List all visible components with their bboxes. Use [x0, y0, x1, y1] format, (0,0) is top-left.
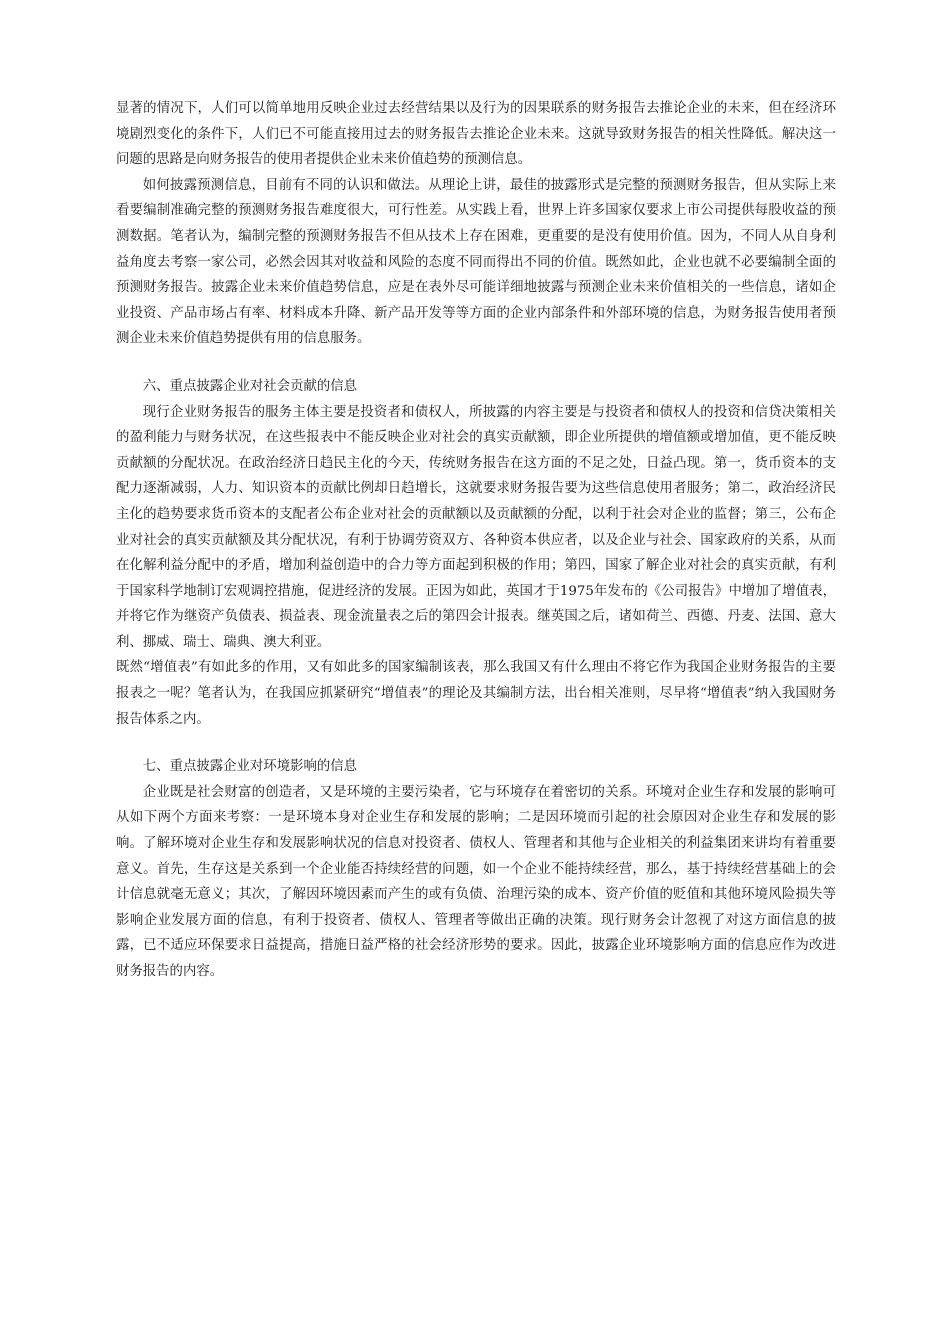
- paragraph-forecast-disclosure: 如何披露预测信息，目前有不同的认识和做法。从理论上讲，最佳的披露形式是完整的预测财务报告，但从实际上来看要编制准确完整的预测财务报告难度很大，可行性差。从实践上看，世界上许多国家仅要求上市公司提供每股收益的预测数据。笔者认为，编制完整的预测财务报告不但从技术上存在困难，更重要的是没有使用价值。因为，不同人从自身利益角度去考察一家公司，必然会因其对收益和风险的态度不同而得出不同的价值。既然如此，企业也就不必要编制全面的预测财务报告。披露企业未来价值趋势信息，应是在表外尽可能详细地披露与预测企业未来价值相关的一些信息，诸如企业投资、产品市场占有率、材料成本升降、新产品开发等等方面的企业内部条件和外部环境的信息，为财务报告使用者预测企业未来价值趋势提供有用的信息服务。: [116, 177, 836, 347]
- spacer: [116, 732, 836, 754]
- paragraph-continuation: 显著的情况下，人们可以简单地用反映企业过去经营结果以及行为的因果联系的财务报告去推论企业的未来，但在经济环境剧烈变化的条件下，人们已不可能直接用过去的财务报告去推论企业未来。这就导致财务报告的相关性降低。解决这一问题的思路是向财务报告的使用者提供企业未来价值趋势的预测信息。: [116, 101, 836, 168]
- spacer: [116, 352, 836, 374]
- section-heading-environmental-impact: 七、重点披露企业对环境影响的信息: [142, 759, 358, 775]
- section-heading-social-contribution: 六、重点披露企业对社会贡献的信息: [142, 378, 358, 394]
- paragraph-environmental-impact: 企业既是社会财富的创造者，又是环境的主要污染者，它与环境存在着密切的关系。环境对企业生存和发展的影响可从如下两个方面来考察：一是环境本身对企业生存和发展的影响；二是因环境而引起的社会原因对企业生存和发展的影响。了解环境对企业生存和发展影响状况的信息对投资者、债权人、管理者和其他与企业相关的利益集团来讲均有着重要意义。首先，生存这是关系到一个企业能否持续经营的问题，如一个企业不能持续经营，那么，基于持续经营基础上的会计信息就毫无意义；其次，了解因环境因素而产生的或有负债、治理污染的成本、资产价值的贬值和其他环境风险损失等影响企业发展方面的信息，有利于投资者、债权人、管理者等做出正确的决策。现行财务会计忽视了对这方面信息的披露，已不适应环保要求日益提高，措施日益严格的社会经济形势的要求。因此，披露企业环境影响方面的信息应作为改进财务报告的内容。: [116, 784, 836, 979]
- paragraph-value-added-statement: 既然“增值表”有如此多的作用，又有如此多的国家编制该表，那么我国又有什么理由不将它作为我国企业财务报告的主要报表之一呢？笔者认为，在我国应抓紧研究“增值表”的理论及其编制方法，出台相关准则，尽早将“增值表”纳入我国财务报告体系之内。: [116, 660, 836, 727]
- paragraph-social-contribution: 现行企业财务报告的服务主体主要是投资者和债权人，所披露的内容主要是与投资者和债权人的投资和信贷决策相关的盈利能力与财务状况，在这些报表中不能反映企业对社会的真实贡献额，即企业所提供的增值额或增加值，更不能反映贡献额的分配状况。在政治经济日趋民主化的今天，传统财务报告在这方面的不足之处，日益凸现。第一，货币资本的支配力逐渐减弱，人力、知识资本的贡献比例却日趋增长，这就要求财务报告要为这些信息使用者服务；第二，政治经济民主化的趋势要求货币资本的支配者公布企业对社会的贡献额以及贡献额的分配，以利于社会对企业的监督；第三，公布企业对社会的真实贡献额及其分配状况，有利于协调劳资双方、各种资本供应者，以及企业与社会、国家政府的关系，从而在化解利益分配中的矛盾，增加利益创造中的合力等方面起到积极的作用；第四，国家了解企业对社会的真实贡献，有利于国家科学地制订宏观调控措施，促进经济的发展。正因为如此，英国才于1975年发布的《公司报告》中增加了增值表，并将它作为继资产负债表、损益表、现金流量表之后的第四会计报表。继英国之后，诸如荷兰、西德、丹麦、法国、意大利、挪威、瑞士、瑞典、澳大利亚。: [116, 404, 836, 650]
- document-page: [116, 96, 836, 985]
